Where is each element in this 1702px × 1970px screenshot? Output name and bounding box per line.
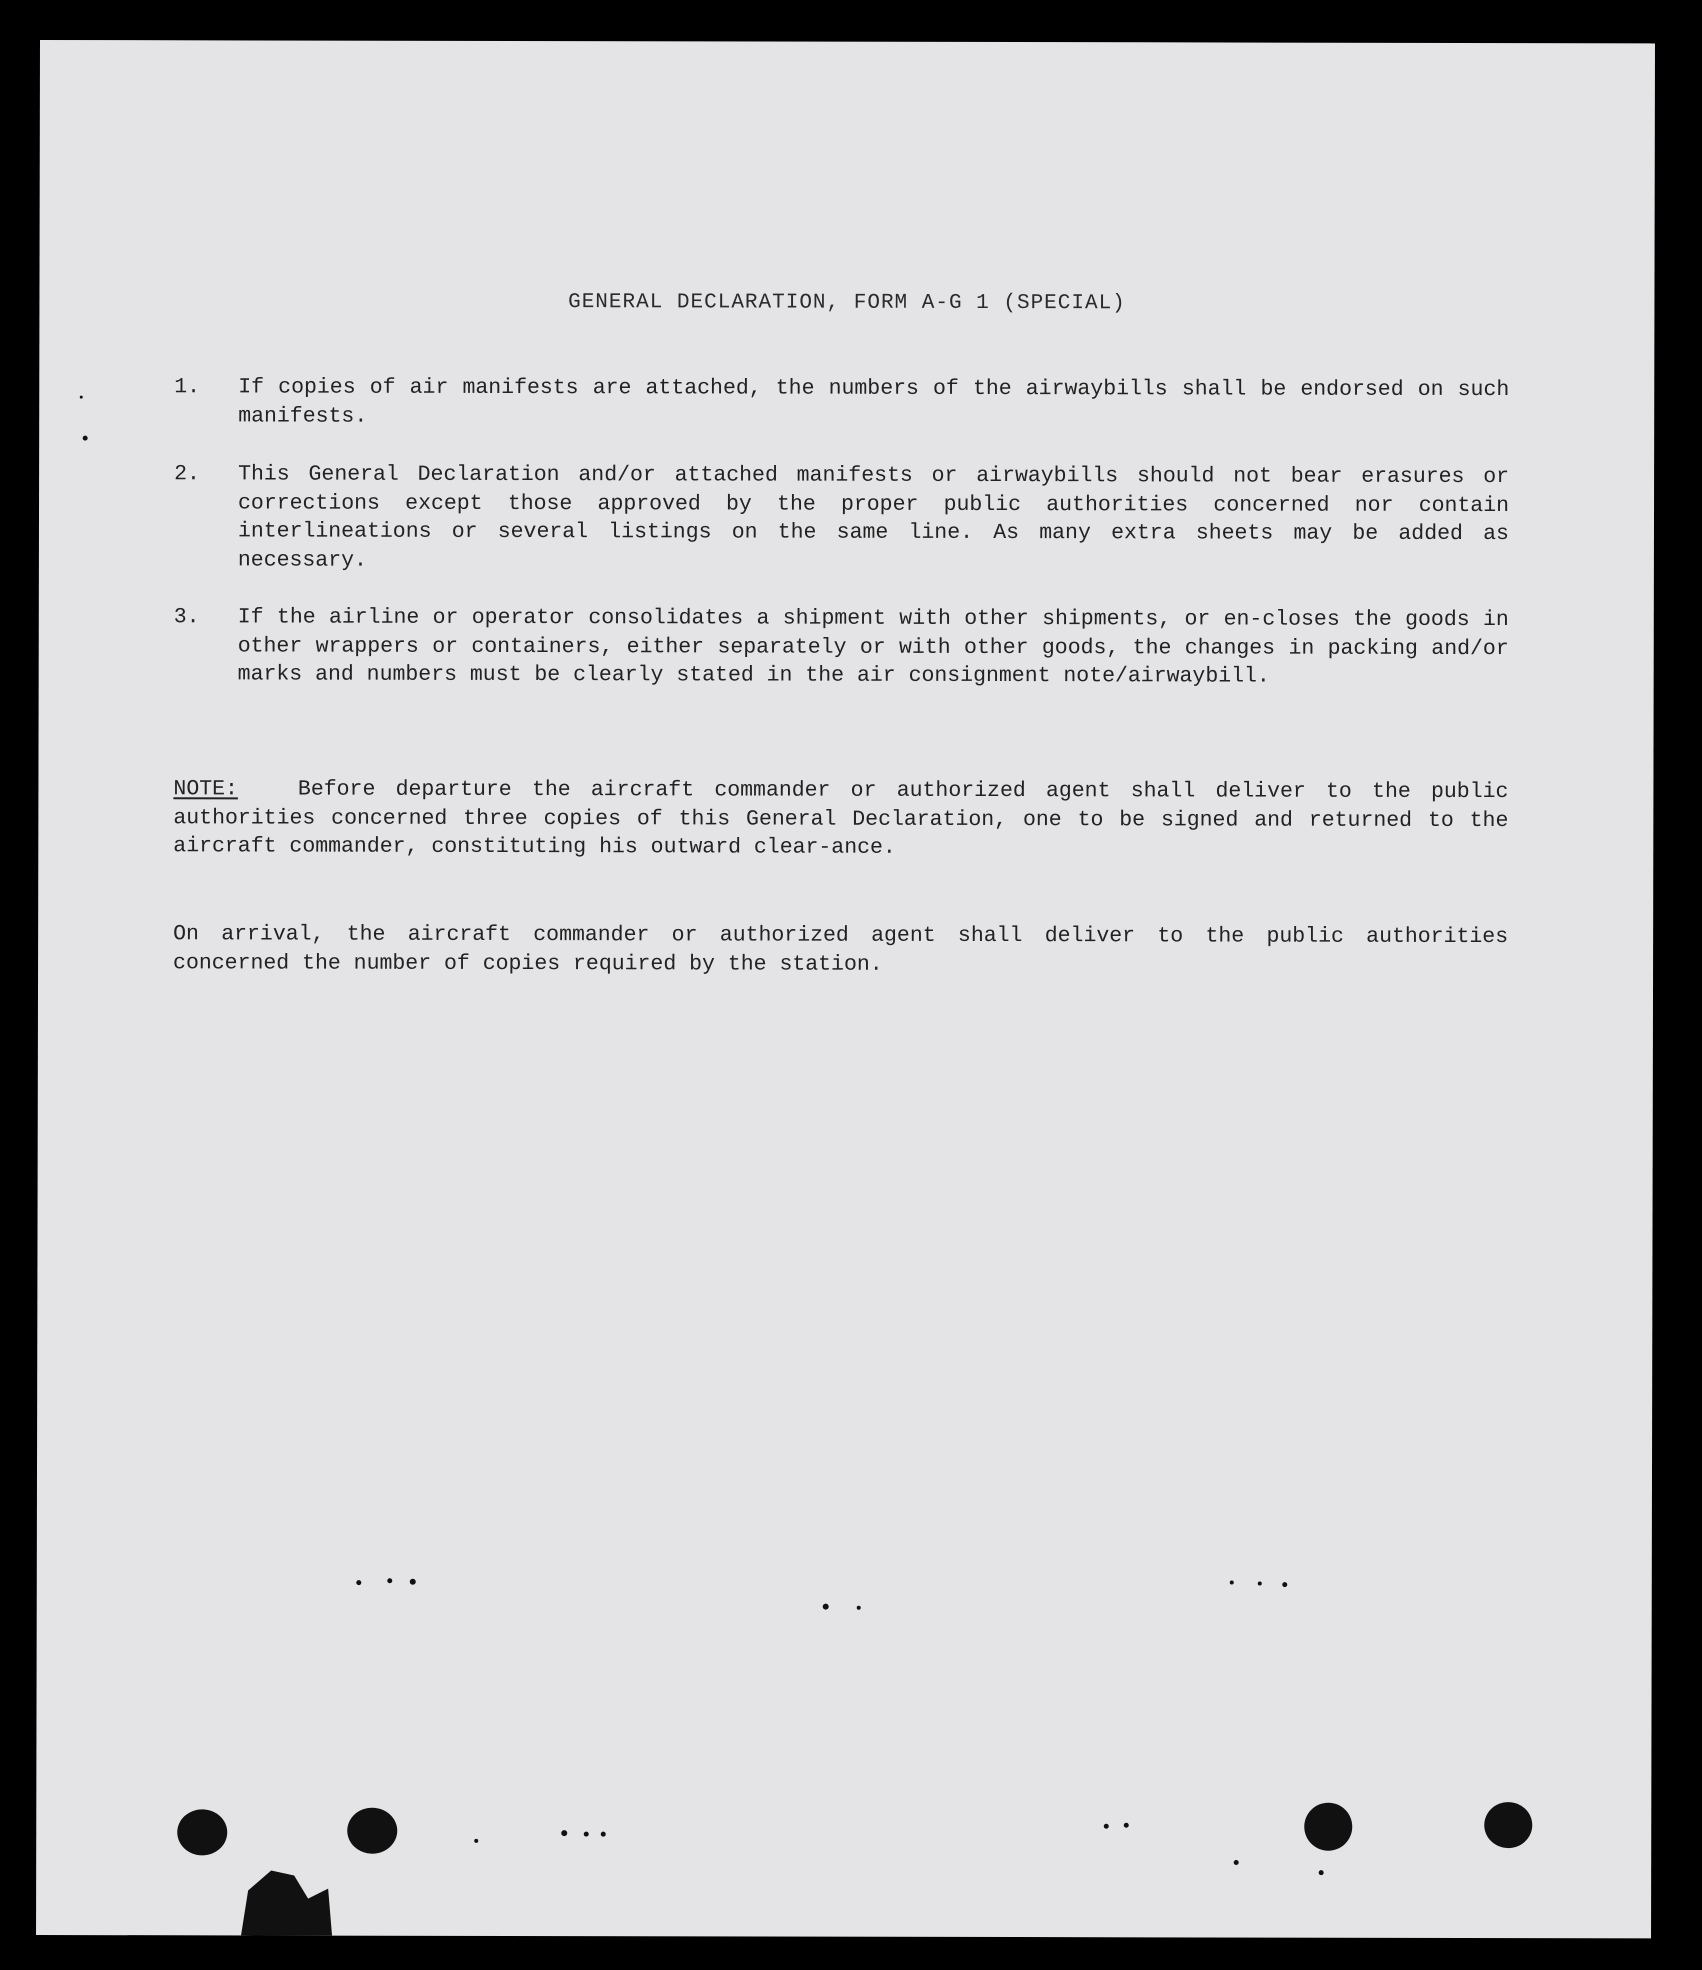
item-text: If copies of air manifests are attached, the numbers of the airwaybills shall be endorsed on such manifests. bbox=[238, 375, 1510, 429]
document-page bbox=[36, 40, 1655, 1938]
speck-mark bbox=[1282, 1582, 1287, 1587]
punch-hole-mark bbox=[1304, 1803, 1352, 1851]
item-text: If the airline or operator consolidates a shipment with other shipments, or en-closes the goods in other wrappers or containers, either separately or with other goods, the changes in packing and/or marks and numbers must be clearly stated in the air consignment note/airwaybill. bbox=[237, 605, 1509, 689]
item-text: This General Declaration and/or attached manifests or airwaybills should not bear erasures or corrections except those approved by the proper public authorities concerned nor contain interlineations or several listings on the same line. As many extra sheets may be added as necessary. bbox=[237, 462, 1510, 573]
speck-mark bbox=[356, 1580, 361, 1585]
punch-hole-mark bbox=[347, 1808, 397, 1854]
speck-mark bbox=[584, 1832, 589, 1837]
punch-hole-mark bbox=[177, 1809, 227, 1855]
speck-mark bbox=[601, 1832, 606, 1837]
note-text: Before departure the aircraft commander or authorized agent shall deliver to the public authorities concerned three copies of this General Declaration, one to be signed and returned to the aircraft commander, constituting his outward clear-ance. bbox=[173, 777, 1509, 860]
speck-mark bbox=[1124, 1823, 1129, 1828]
speck-mark bbox=[80, 396, 83, 399]
speck-mark bbox=[474, 1839, 478, 1843]
speck-mark bbox=[857, 1606, 861, 1610]
item-number: 3. bbox=[173, 605, 200, 630]
speck-mark bbox=[823, 1604, 829, 1610]
document-title: GENERAL DECLARATION, FORM A-G 1 (SPECIAL) bbox=[568, 291, 1126, 316]
note-label: NOTE: bbox=[173, 777, 238, 802]
speck-mark bbox=[561, 1830, 567, 1836]
speck-mark bbox=[1230, 1580, 1234, 1584]
torn-corner-mark bbox=[241, 1870, 332, 1935]
speck-mark bbox=[83, 436, 88, 441]
arrival-paragraph: On arrival, the aircraft commander or authorized agent shall deliver to the public authorities concerned the number of copies required by the station. bbox=[173, 922, 1509, 977]
punch-hole-mark bbox=[1484, 1802, 1532, 1848]
speck-mark bbox=[1234, 1860, 1239, 1865]
speck-mark bbox=[1104, 1824, 1109, 1829]
speck-mark bbox=[387, 1578, 392, 1583]
item-number: 1. bbox=[174, 375, 201, 400]
scan-marks bbox=[36, 40, 1655, 1938]
item-number: 2. bbox=[174, 462, 200, 487]
speck-mark bbox=[1258, 1582, 1262, 1586]
speck-mark bbox=[410, 1579, 416, 1585]
speck-mark bbox=[1319, 1870, 1324, 1875]
